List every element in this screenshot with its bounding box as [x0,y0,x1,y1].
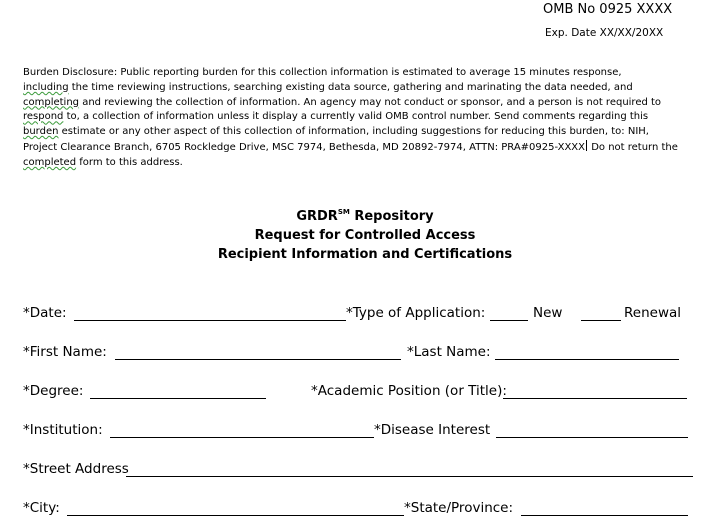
date-field[interactable] [74,320,346,321]
disease-interest-label: *Disease Interest [374,422,491,438]
last-name-field[interactable] [495,359,679,360]
renewal-checkbox-line[interactable] [581,320,621,321]
spellcheck-word: completed [23,156,77,168]
form-title-repository [150,208,580,224]
disease-interest-field[interactable] [496,437,688,438]
state-province-label: *State/Province: [404,500,514,516]
academic-position-label: *Academic Position (or Title): [311,383,507,399]
academic-position-field[interactable] [503,398,687,399]
service-mark: SM [337,208,350,216]
burden-line-3 [23,96,683,111]
state-province-field[interactable] [521,515,688,516]
burden-line-1: Burden Disclosure: Public reporting burden for this collection information is estimated to average 15 minutes response, [23,67,622,78]
renewal-option-label: Renewal [624,305,682,321]
burden-line-2 [23,81,683,96]
spellcheck-word: including [23,81,69,93]
degree-field[interactable] [90,398,266,399]
burden-line-7 [23,156,683,171]
street-address-label: *Street Address [23,461,129,477]
last-name-label: *Last Name: [407,344,491,360]
burden-line-6 [23,140,683,156]
spellcheck-word: completing [23,96,80,108]
burden-text: to, a collection of information unless it display a currently valid OMB control number. Send comments regarding this [63,111,649,123]
burden-text: estimate or any other aspect of this collection of information, including suggestions for reducing this burden, to: NIH, [58,126,649,138]
new-option-label: New [533,305,563,321]
burden-line-4 [23,110,683,125]
date-label: *Date: [23,305,67,321]
burden-text: form to this address. [76,156,183,168]
omb-number: OMB No 0925 XXXX [543,2,673,17]
expiration-date: Exp. Date XX/XX/20XX [545,27,664,39]
first-name-field[interactable] [115,359,401,360]
repo-suffix: Repository [349,209,434,224]
burden-text: Project Clearance Branch, 6705 Rockledge Drive, MSC 7974, Bethesda, MD 20892-7974, ATTN: PRA#0925-XXXX [23,141,586,153]
burden-line-5 [23,125,683,140]
repo-name: GRDR [296,209,338,224]
degree-label: *Degree: [23,383,84,399]
institution-field[interactable] [110,437,374,438]
type-of-application-label: *Type of Application: [346,305,486,321]
spellcheck-word: burden [23,126,59,138]
text-cursor [586,140,587,151]
new-checkbox-line[interactable] [490,320,528,321]
burden-text: and reviewing the collection of information. An agency may not conduct or sponsor, and a person is not required to [79,96,662,108]
form-title-request: Request for Controlled Access [254,228,476,243]
city-field[interactable] [67,515,404,516]
burden-disclosure [23,66,683,171]
street-address-field[interactable] [126,476,693,477]
burden-text: the time reviewing instructions, searching existing data source, gathering and marinating the data needed, and [68,81,633,93]
city-label: *City: [23,500,60,516]
spellcheck-word: respond [23,111,64,123]
form-title-recipient: Recipient Information and Certifications [217,247,513,262]
first-name-label: *First Name: [23,344,107,360]
institution-label: *Institution: [23,422,103,438]
burden-text: Do not return the [588,141,678,153]
